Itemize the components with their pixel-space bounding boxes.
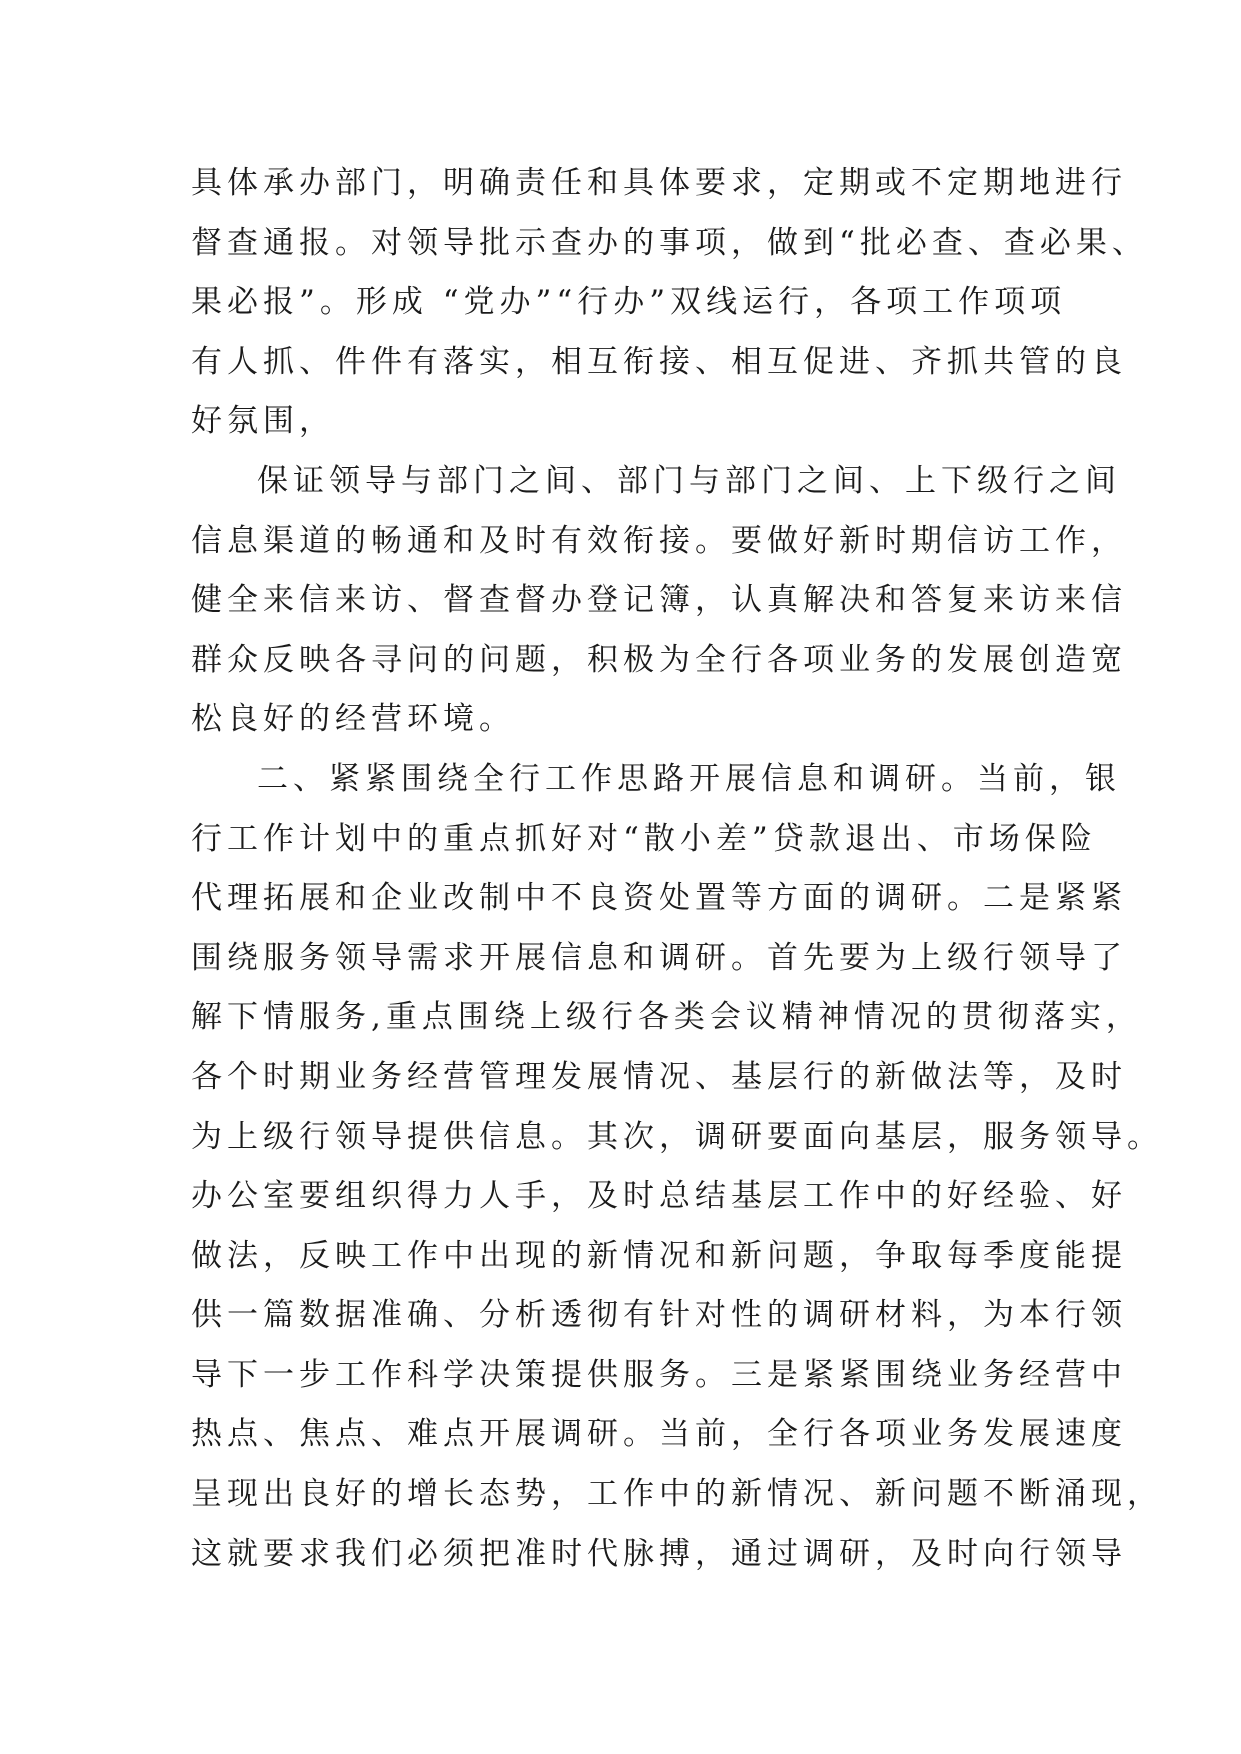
text-line: 具体承办部门，明确责任和具体要求，定期或不定期地进行 xyxy=(191,165,1127,201)
text-line: 为上级行领导提供信息。其次，调研要面向基层，服务领导。 xyxy=(191,1118,1163,1155)
text-line: 供一篇数据准确、分析透彻有针对性的调研材料，为本行领 xyxy=(191,1297,1127,1334)
text-line: 做法，反映工作中出现的新情况和新问题，争取每季度能提 xyxy=(191,1237,1127,1274)
text-line: 有人抓、件件有落实，相互衔接、相互促进、齐抓共管的良 xyxy=(191,343,1127,380)
text-line: 代理拓展和企业改制中不良资处置等方面的调研。二是紧紧 xyxy=(191,880,1127,917)
text-line: 健全来信来访、督查督办登记簿，认真解决和答复来访来信 xyxy=(191,582,1127,619)
text-line: 热点、焦点、难点开展调研。当前，全行各项业务发展速度 xyxy=(191,1416,1127,1453)
text-line: 行工作计划中的重点抓好对“散小差”贷款退出、市场保险 xyxy=(191,820,1097,857)
text-line: 保证领导与部门之间、部门与部门之间、上下级行之间 xyxy=(257,462,1121,499)
text-line: 群众反映各寻问的问题，积极为全行各项业务的发展创造宽 xyxy=(191,641,1127,678)
text-line: 围绕服务领导需求开展信息和调研。首先要为上级行领导了 xyxy=(191,939,1127,976)
text-line: 好氛围， xyxy=(191,403,335,440)
document-body xyxy=(191,154,1163,1584)
text-line: 督查通报。对领导批示查办的事项，做到“批必查、查必果、 xyxy=(191,224,1148,261)
text-line: 导下一步工作科学决策提供服务。三是紧紧围绕业务经营中 xyxy=(191,1356,1127,1393)
text-line: 这就要求我们必须把准时代脉搏，通过调研，及时向行领导 xyxy=(191,1535,1127,1572)
text-line: 二、紧紧围绕全行工作思路开展信息和调研。当前，银 xyxy=(257,760,1121,797)
text-line: 解下情服务,重点围绕上级行各类会议精神情况的贯彻落实， xyxy=(191,999,1142,1036)
text-line: 果必报”。形成 “党办”“行办”双线运行，各项工作项项 xyxy=(191,284,1067,321)
text-line: 松良好的经营环境。 xyxy=(191,701,515,738)
text-line: 办公室要组织得力人手，及时总结基层工作中的好经验、好 xyxy=(191,1178,1127,1215)
text-line: 各个时期业务经营管理发展情况、基层行的新做法等，及时 xyxy=(191,1058,1127,1095)
text-line: 信息渠道的畅通和及时有效衔接。要做好新时期信访工作， xyxy=(191,522,1127,559)
text-line: 呈现出良好的增长态势，工作中的新情况、新问题不断涌现， xyxy=(191,1476,1163,1513)
